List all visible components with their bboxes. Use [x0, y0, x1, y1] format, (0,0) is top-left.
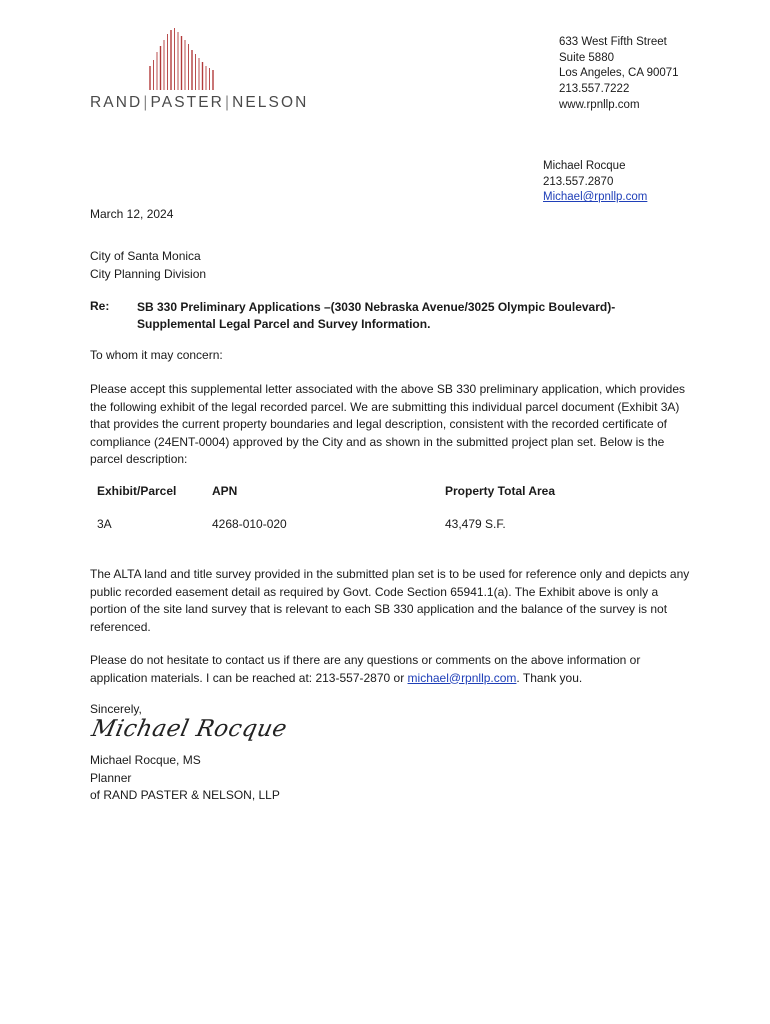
salutation: To whom it may concern:: [90, 348, 223, 362]
address-line: 633 West Fifth Street: [559, 36, 667, 48]
company-logo: [90, 28, 309, 116]
contact-email-link[interactable]: michael@rpnllp.com: [407, 670, 517, 685]
logo-word-nelson: NELSON: [232, 94, 309, 111]
subject-line-1: SB 330 Preliminary Applications –(3030 Nebraska Avenue/3025 Olympic Boulevard)-: [137, 300, 616, 314]
body-paragraph-1: Please accept this supplemental letter associated with the above SB 330 preliminary application, which provides the following exhibit of the legal recorded parcel. We are submitting this individual parcel document (Exhibit 3A) that provides the current property boundaries and legal description, consistent with the recorded certificate of compliance (24ENT-0004) approved by the City and as shown in the submitted project plan set. Below is the parcel description:: [90, 382, 685, 466]
table-header-area: Property Total Area: [445, 484, 556, 498]
sender-email-link[interactable]: Michael@rpnllp.com: [543, 191, 648, 204]
paragraph-3-text: Please do not hesitate to contact us if there are any questions or comments on the above information or application materials. I can be reached at: 213-557-2870 or: [90, 653, 641, 685]
subject-line-2: Supplemental Legal Parcel and Survey Information.: [137, 317, 431, 331]
body-paragraph-2: The ALTA land and title survey provided in the submitted plan set is to be used for reference only and depicts any public recorded easement detail as required by Govt. Code Section 65941.1(a). The Exhibit above is only a portion of the site land survey that is relevant to each SB 330 application and the balance of the survey is not referenced.: [90, 567, 690, 634]
paragraph-3-end: . Thank you.: [516, 670, 583, 685]
signer-name: Michael Rocque, MS: [90, 753, 201, 767]
signer-firm: of RAND PASTER & NELSON, LLP: [90, 788, 280, 802]
body-paragraph-3: [90, 652, 690, 687]
signer-title: Planner: [90, 770, 132, 785]
table-header-exhibit: Exhibit/Parcel: [97, 484, 177, 498]
recipient-line: City Planning Division: [90, 266, 207, 281]
table-cell-exhibit: 3A: [97, 517, 112, 531]
signature-block: [90, 752, 280, 805]
website-text: www.rpnllp.com: [559, 98, 640, 111]
table-header-apn: APN: [212, 484, 238, 498]
sender-phone: 213.557.2870: [543, 175, 614, 188]
logo-lines-graphic: [148, 28, 218, 90]
logo-word-paster: PASTER: [150, 94, 224, 111]
sender-contact: [543, 159, 647, 206]
subject-label: Re:: [90, 299, 110, 313]
signature-image: Michael Rocque: [89, 716, 290, 742]
subject-line: [137, 299, 657, 333]
address-line: Los Angeles, CA 90071: [559, 67, 679, 80]
sender-name: Michael Rocque: [543, 160, 626, 172]
table-cell-area: 43,479 S.F.: [445, 517, 506, 531]
recipient-line: City of Santa Monica: [90, 249, 201, 263]
address-line: 213.557.7222: [559, 83, 630, 96]
logo-wordmark: RAND|PASTER|NELSON: [90, 94, 309, 111]
recipient-block: [90, 248, 206, 283]
firm-address: [559, 35, 679, 114]
logo-word-rand: RAND: [90, 94, 143, 111]
sign-off: Sincerely,: [90, 702, 142, 716]
address-line: Suite 5880: [559, 51, 614, 64]
table-cell-apn: 4268-010-020: [212, 517, 287, 531]
letter-date: March 12, 2024: [90, 207, 174, 221]
